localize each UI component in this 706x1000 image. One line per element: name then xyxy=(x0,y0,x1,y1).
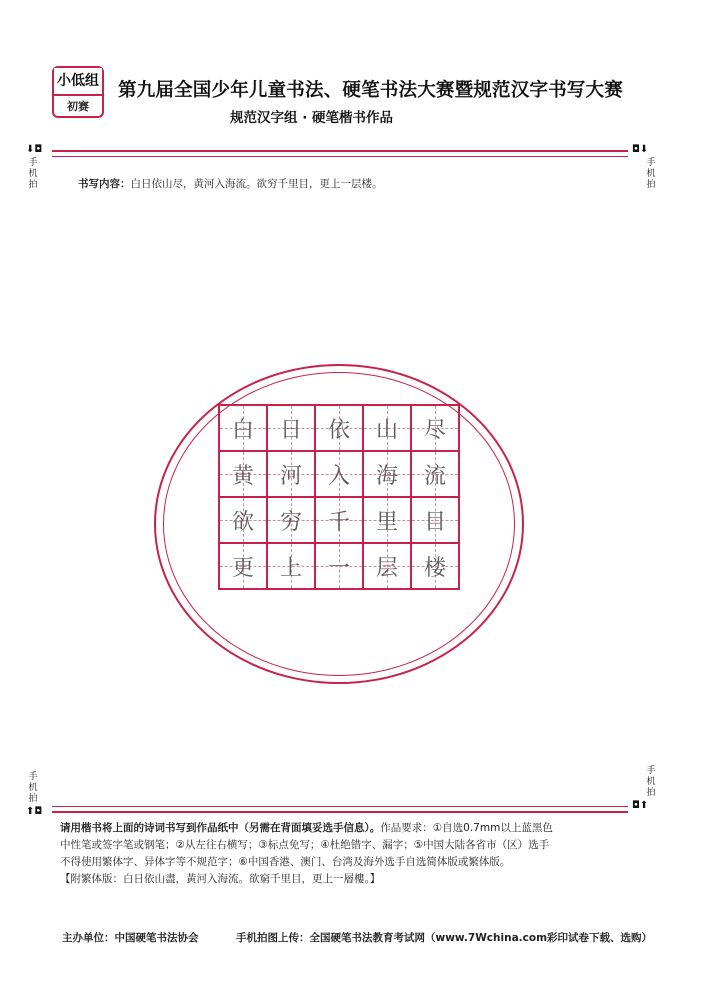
writing-content-label: 书写内容： xyxy=(78,178,131,190)
camera-marker-bottom-left-icon: ⬆◘ xyxy=(26,806,43,817)
photo-label-bottom-left: 手机拍 xyxy=(28,772,38,804)
grid-cell: 依 xyxy=(315,405,363,451)
page-title: 第九届全国少年儿童书法、硬笔书法大赛暨规范汉字书写大赛 xyxy=(118,80,623,101)
grid-cell: 楼 xyxy=(411,543,459,589)
photo-label-top-left: 手机拍 xyxy=(28,158,38,190)
camera-marker-top-right-icon: ◘⬇ xyxy=(632,144,649,155)
requirements-line-4: 【附繁体版：白日依山盡，黃河入海流。欲窮千里目，更上一層樓。】 xyxy=(60,873,381,885)
requirements-line-2: 中性笔或签字笔或钢笔；②从左往右横写；③标点免写；④杜绝错字、漏字；⑤中国大陆各省市（区）选手 xyxy=(60,839,550,851)
writing-grid xyxy=(218,404,460,590)
grid-cell: 海 xyxy=(363,451,411,497)
photo-label-bottom-right: 手机拍 xyxy=(646,766,656,798)
group-badge xyxy=(52,66,104,118)
grid-cell: 穷 xyxy=(267,497,315,543)
grid-cell: 河 xyxy=(267,451,315,497)
camera-marker-bottom-right-icon: ◘⬆ xyxy=(632,800,649,811)
organizer: 主办单位：中国硬笔书法协会 xyxy=(62,932,199,944)
top-rule-thin xyxy=(52,156,628,157)
top-rule-thick xyxy=(52,150,628,152)
upload-info: 手机拍图上传：全国硬笔书法教育考试网（www.7Wchina.com彩印试卷下载、选购） xyxy=(236,932,653,944)
camera-marker-top-left-icon: ⬇◘ xyxy=(26,144,43,155)
grid-cell: 千 xyxy=(315,497,363,543)
writing-content-text: 白日依山尽，黄河入海流。欲穷千里目，更上一层楼。 xyxy=(130,178,383,190)
badge-stage-label: 初赛 xyxy=(67,100,89,113)
grid-cell: 欲 xyxy=(219,497,267,543)
grid-cell: 目 xyxy=(411,497,459,543)
grid-cell: 黄 xyxy=(219,451,267,497)
bottom-rule-thin xyxy=(52,806,628,807)
writing-content xyxy=(78,176,383,191)
grid-cell: 白 xyxy=(219,405,267,451)
grid-cell: 上 xyxy=(267,543,315,589)
grid-cell: 更 xyxy=(219,543,267,589)
grid-cell: 一 xyxy=(315,543,363,589)
grid-cell: 层 xyxy=(363,543,411,589)
grid-cell: 里 xyxy=(363,497,411,543)
photo-label-top-right: 手机拍 xyxy=(646,158,656,190)
grid-cell: 尽 xyxy=(411,405,459,451)
requirements-block xyxy=(60,820,640,888)
badge-group-label: 小低组 xyxy=(54,68,102,96)
grid-cell: 入 xyxy=(315,451,363,497)
page-subtitle: 规范汉字组 · 硬笔楷书作品 xyxy=(230,110,394,126)
grid-cell: 流 xyxy=(411,451,459,497)
requirements-line-3: 不得使用繁体字、异体字等不规范字；⑥中国香港、澳门、台湾及海外选手自选简体版或繁体版。 xyxy=(60,856,511,868)
requirements-line-1: 请用楷书将上面的诗词书写到作品纸中（另需在背面填妥选手信息）。作品要求：①自选0.7mm以上蓝黑色 xyxy=(60,822,553,834)
bottom-rule-thick xyxy=(52,811,628,813)
grid-cell: 山 xyxy=(363,405,411,451)
grid-cell: 日 xyxy=(267,405,315,451)
